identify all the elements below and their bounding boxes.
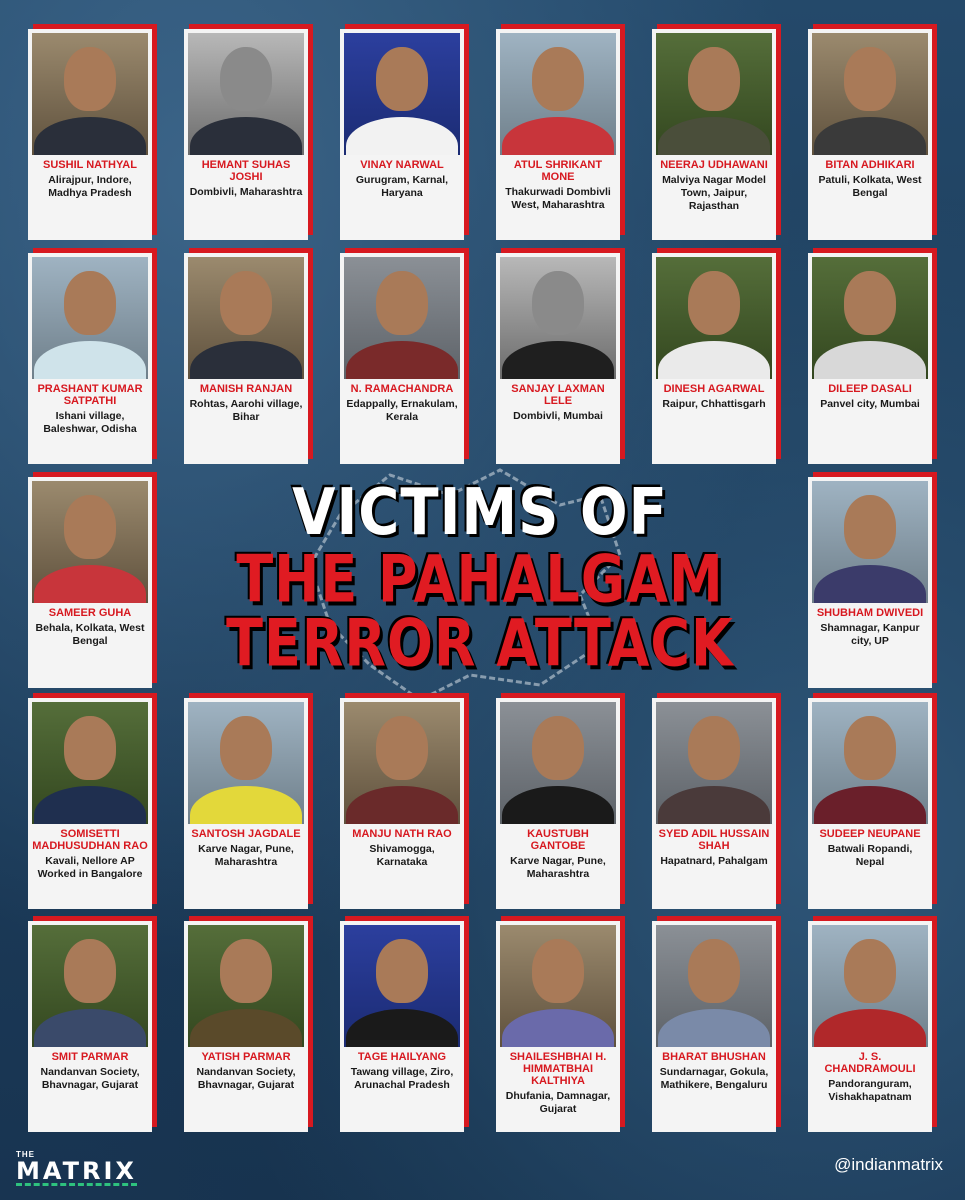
victim-place: Kavali, Nellore AP Worked in Bangalore (37, 855, 143, 880)
victim-photo (812, 925, 928, 1047)
victim-photo (188, 702, 304, 824)
victim-place: Tawang village, Ziro, Arunachal Pradesh (350, 1066, 454, 1091)
victim-place: Dombivli, Maharashtra (189, 186, 303, 198)
victim-place: Nandanvan Society, Bhavnagar, Gujarat (40, 1066, 140, 1091)
victim-photo (344, 702, 460, 824)
victim-card (808, 698, 932, 909)
victim-photo (188, 33, 304, 155)
victim-photo (344, 257, 460, 379)
victim-card (808, 921, 932, 1132)
victim-photo (812, 702, 928, 824)
logo-the-text: THE (16, 1150, 35, 1159)
victim-name: BHARAT BHUSHAN (662, 1051, 766, 1063)
victim-card (652, 698, 776, 909)
victim-card (28, 253, 152, 464)
victim-card (340, 253, 464, 464)
victim-name: J. S. CHANDRAMOULI (824, 1051, 916, 1075)
victim-card (340, 29, 464, 240)
social-handle: @indianmatrix (834, 1155, 943, 1174)
victim-card (808, 253, 932, 464)
victim-place: Shivamogga, Karnataka (369, 843, 435, 868)
matrix-logo (16, 1150, 156, 1184)
victim-card (28, 477, 152, 688)
victim-card (652, 29, 776, 240)
victim-card (496, 253, 620, 464)
victim-name: SHAILESHBHAI H. HIMMATBHAI KALTHIYA (509, 1051, 607, 1087)
title-block (180, 470, 780, 690)
victim-card (652, 921, 776, 1132)
victim-photo (812, 257, 928, 379)
victim-place: Malviya Nagar Model Town, Jaipur, Rajasthan (662, 174, 766, 212)
victim-photo (812, 33, 928, 155)
victim-card (808, 477, 932, 688)
victim-place: Thakurwadi Dombivli West, Maharashtra (505, 186, 611, 211)
victim-name: DINESH AGARWAL (663, 383, 765, 395)
victim-card (184, 253, 308, 464)
victim-photo (500, 257, 616, 379)
victim-name: VINAY NARWAL (360, 159, 444, 171)
victim-name: DILEEP DASALI (828, 383, 912, 395)
victim-photo (32, 702, 148, 824)
victim-photo (500, 33, 616, 155)
victim-card (340, 698, 464, 909)
title-line-2: THE PAHALGAM (236, 541, 724, 618)
victim-place: Gurugram, Karnal, Haryana (355, 174, 449, 199)
victim-name: MANISH RANJAN (199, 383, 293, 395)
victim-photo (188, 925, 304, 1047)
victim-photo (500, 702, 616, 824)
victim-name: ATUL SHRIKANT MONE (513, 159, 603, 183)
victim-name: SMIT PARMAR (51, 1051, 129, 1063)
victim-card (808, 29, 932, 240)
title-line-1: VICTIMS OF (292, 475, 668, 550)
victim-photo (500, 925, 616, 1047)
victim-place: Edappally, Ernakulam, Kerala (346, 398, 458, 423)
victim-card (340, 921, 464, 1132)
victim-photo (812, 481, 928, 603)
victim-place: Patuli, Kolkata, West Bengal (818, 174, 922, 199)
victim-place: Karve Nagar, Pune, Maharashtra (510, 855, 606, 880)
victim-place: Sundarnagar, Gokula, Mathikere, Bengaluru (659, 1066, 769, 1091)
victim-place: Pandoranguram, Vishakhapatnam (828, 1078, 912, 1103)
victim-place: Alirajpur, Indore, Madhya Pradesh (48, 174, 132, 199)
victim-place: Raipur, Chhattisgarh (662, 398, 766, 410)
victim-card (28, 921, 152, 1132)
victim-name: SUSHIL NATHYAL (43, 159, 137, 171)
victim-place: Shamnagar, Kanpur city, UP (820, 622, 920, 647)
victim-photo (656, 925, 772, 1047)
victim-name: BITAN ADHIKARI (825, 159, 915, 171)
victim-name: SUDEEP NEUPANE (819, 828, 921, 840)
victim-name: SYED ADIL HUSSAIN SHAH (658, 828, 770, 852)
victim-card (496, 29, 620, 240)
victim-name: SANTOSH JAGDALE (191, 828, 301, 840)
victim-place: Batwali Ropandi, Nepal (827, 843, 913, 868)
victim-name: MANJU NATH RAO (352, 828, 452, 840)
title-line-3: TERROR ATTACK (226, 605, 734, 682)
victim-card (496, 698, 620, 909)
victim-place: Hapatnard, Pahalgam (660, 855, 768, 867)
victim-photo (344, 925, 460, 1047)
victim-photo (32, 33, 148, 155)
victim-name: SOMISETTI MADHUSUDHAN RAO (32, 828, 148, 852)
victim-place: Dombivli, Mumbai (513, 410, 603, 422)
victim-card (28, 29, 152, 240)
victim-name: N. RAMACHANDRA (350, 383, 454, 395)
logo-matrix-text: MATRIX (16, 1157, 137, 1185)
victim-photo (188, 257, 304, 379)
victim-name: YATISH PARMAR (201, 1051, 291, 1063)
victim-photo (656, 257, 772, 379)
victim-name: HEMANT SUHAS JOSHI (201, 159, 291, 183)
victim-name: SAMEER GUHA (48, 607, 132, 619)
victim-place: Karve Nagar, Pune, Maharashtra (198, 843, 294, 868)
victim-card (652, 253, 776, 464)
victim-name: TAGE HAILYANG (357, 1051, 447, 1063)
victim-card (184, 921, 308, 1132)
victim-photo (32, 925, 148, 1047)
victim-card (496, 921, 620, 1132)
victim-place: Rohtas, Aarohi village, Bihar (189, 398, 303, 423)
victim-place: Dhufania, Damnagar, Gujarat (505, 1090, 611, 1115)
victim-photo (656, 33, 772, 155)
victim-place: Panvel city, Mumbai (820, 398, 920, 410)
victim-photo (656, 702, 772, 824)
victim-name: PRASHANT KUMAR SATPATHI (37, 383, 143, 407)
victim-name: SANJAY LAXMAN LELE (511, 383, 605, 407)
victim-place: Nandanvan Society, Bhavnagar, Gujarat (196, 1066, 296, 1091)
victim-place: Ishani village, Baleshwar, Odisha (43, 410, 137, 435)
victim-card (28, 698, 152, 909)
victim-name: NEERAJ UDHAWANI (660, 159, 768, 171)
victim-photo (32, 481, 148, 603)
victim-card (184, 29, 308, 240)
victim-photo (32, 257, 148, 379)
victim-photo (344, 33, 460, 155)
victim-card (184, 698, 308, 909)
victim-name: KAUSTUBH GANTOBE (527, 828, 589, 852)
victim-name: SHUBHAM DWIVEDI (816, 607, 924, 619)
victim-place: Behala, Kolkata, West Bengal (35, 622, 145, 647)
